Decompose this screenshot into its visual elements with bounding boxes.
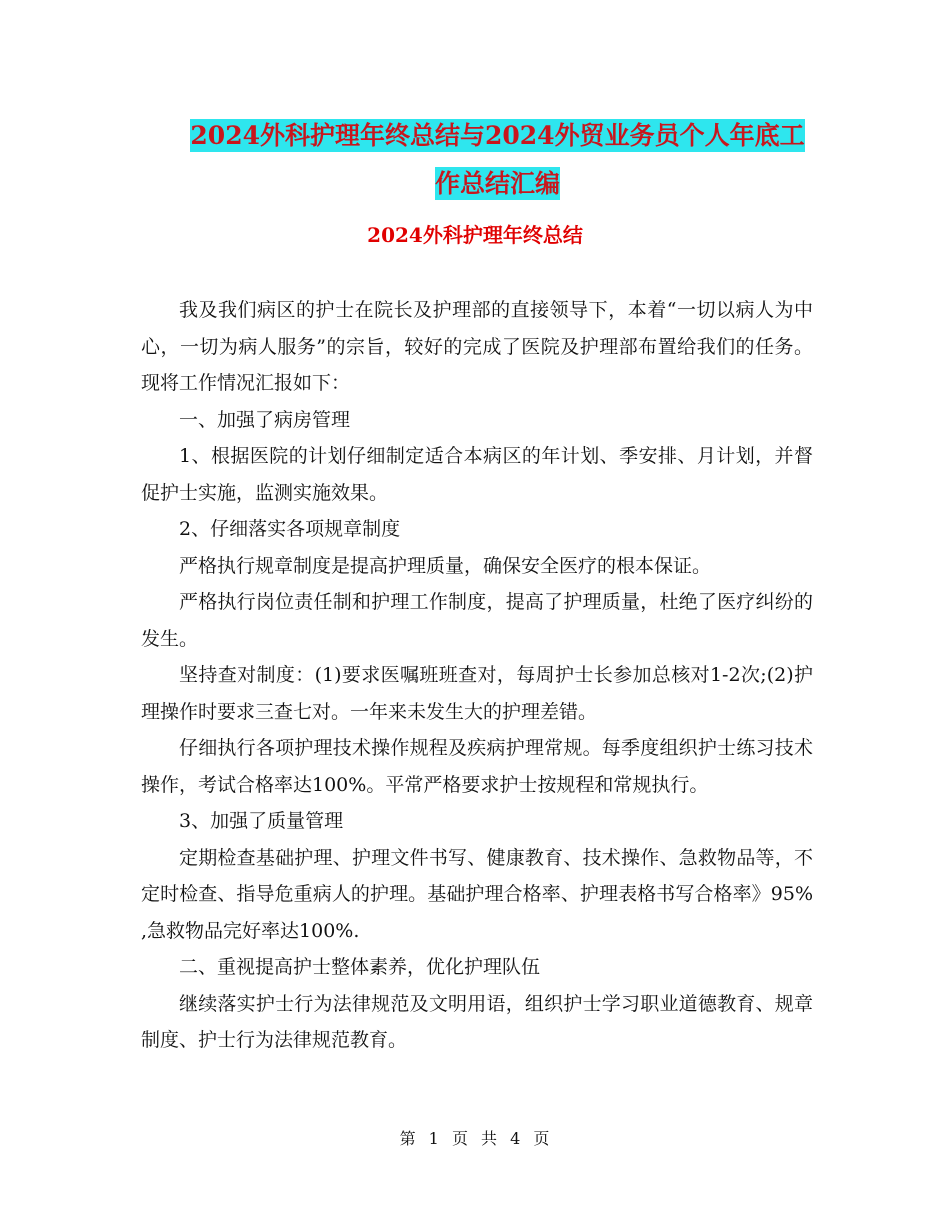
paragraph: 定期检查基础护理、护理文件书写、健康教育、技术操作、急救物品等，不定时检查、指导危重病人的护理。基础护理合格率、护理表格书写合格率》95% ,急救物品完好率达100%.	[141, 846, 813, 942]
paragraph: 我及我们病区的护士在院长及护理部的直接领导下，本着“一切以病人为中心，一切为病人服务”的宗旨，较好的完成了医院及护理部布置给我们的任务。现将工作情况汇报如下：	[141, 299, 813, 394]
paragraph: 继续落实护士行为法律规范及文明用语，组织护士学习职业道德教育、规章制度、护士行为法律规范教育。	[141, 992, 813, 1051]
paragraph: 2、仔细落实各项规章制度	[179, 518, 401, 540]
paragraph: 坚持查对制度：(1)要求医嘱班班查对，每周护士长参加总核对1-2次;(2)护理操作时要求三查七对。一年来未发生大的护理差错。	[141, 664, 813, 723]
paragraph: 1、根据医院的计划仔细制定适合本病区的年计划、季安排、月计划，并督促护士实施，监测实施效果。	[141, 445, 813, 504]
paragraph: 严格执行岗位责任制和护理工作制度，提高了护理质量，杜绝了医疗纠纷的发生。	[141, 591, 813, 650]
paragraph: 严格执行规章制度是提高护理质量，确保安全医疗的根本保证。	[179, 554, 712, 577]
paragraph: 一、加强了病房管理	[179, 408, 351, 431]
paragraph: 3、加强了质量管理	[179, 810, 344, 832]
paragraph: 仔细执行各项护理技术操作规程及疾病护理常规。每季度组织护士练习技术操作，考试合格率达100%。平常严格要求护士按规程和常规执行。	[141, 737, 813, 796]
title-line-1: 2024外科护理年终总结与2024外贸业务员个人年底工	[190, 121, 805, 150]
title-line-2: 作总结汇编	[434, 169, 560, 198]
paragraph: 二、重视提高护士整体素养，优化护理队伍	[179, 956, 541, 978]
document-title	[140, 112, 855, 208]
document-body	[141, 292, 813, 1059]
page-footer: 第 1 页 共 4 页	[399, 1129, 551, 1148]
section-title: 2024外科护理年终总结	[367, 223, 583, 247]
